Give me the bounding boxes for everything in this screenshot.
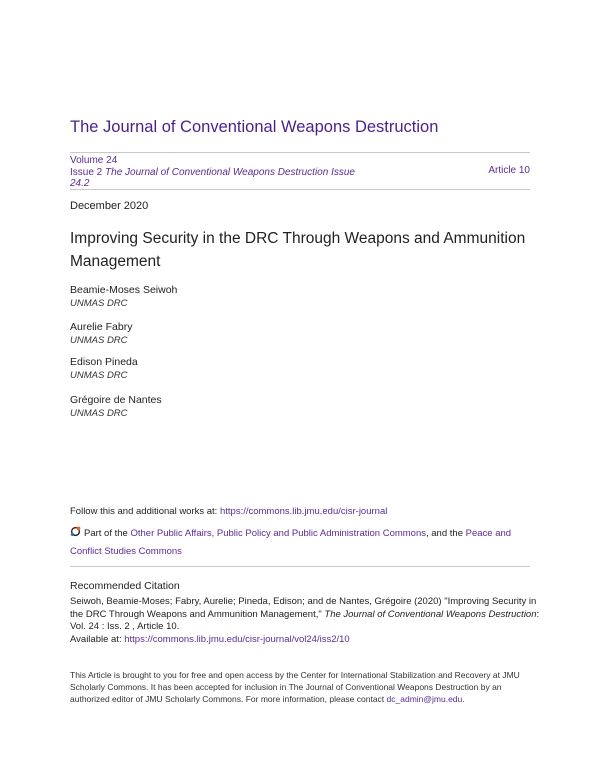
- author-affiliation: UNMAS DRC: [70, 335, 128, 346]
- follow-text: Follow this and additional works at:: [70, 506, 220, 517]
- issue-prefix: Issue 2: [70, 166, 103, 178]
- issue-title: The Journal of Conventional Weapons Destruction Issue 24.2: [70, 166, 355, 189]
- issue-link[interactable]: [70, 167, 370, 190]
- author-name: Grégoire de Nantes: [70, 394, 162, 406]
- discipline-link-peace-conflict[interactable]: Peace and Conflict Studies Commons: [70, 528, 512, 557]
- volume-link[interactable]: Volume 24: [70, 155, 118, 166]
- footer-text: This Article is brought to you for free and open access by the Center for International Stabilization and Recovery at JMU Scholarly Commons. It has been accepted for inclusion in The Journal of Conventional Weapons Destruction by an authorized editor of JMU Scholarly Commons. For more information, please contact: [70, 670, 520, 704]
- author-affiliation: UNMAS DRC: [70, 408, 128, 419]
- citation-volume: : Vol. 24 : Iss. 2 , Article 10.: [70, 608, 540, 632]
- commons-network-icon: [70, 526, 81, 537]
- header-divider-top: [70, 152, 530, 153]
- recommended-citation-heading: Recommended Citation: [70, 580, 180, 592]
- author-affiliation: UNMAS DRC: [70, 370, 128, 381]
- contact-email-link[interactable]: dc_admin@jmu.edu: [386, 694, 463, 704]
- paper-title: Improving Security in the DRC Through Weapons and Ammunition Management: [70, 230, 526, 270]
- follow-url-link[interactable]: https://commons.lib.jmu.edu/cisr-journal: [219, 506, 388, 517]
- follow-line: [70, 506, 387, 517]
- article-number[interactable]: Article 10: [488, 165, 530, 176]
- part-of-middle: , and the: [426, 528, 466, 539]
- author-name: Aurelie Fabry: [70, 321, 133, 333]
- citation-journal: The Journal of Conventional Weapons Destruction: [324, 608, 537, 620]
- discipline-link-public-affairs[interactable]: Other Public Affairs, Public Policy and Public Administration Commons: [130, 528, 426, 539]
- footer-end: .: [462, 694, 465, 704]
- part-of-line: [70, 525, 535, 561]
- available-label: Available at:: [70, 633, 125, 645]
- author-name: Edison Pineda: [70, 356, 138, 368]
- part-of-prefix: Part of the: [84, 528, 131, 539]
- citation-authors-title: Seiwoh, Beamie-Moses; Fabry, Aurelie; Pineda, Edison; and de Nantes, Grégoire (2020) "Improving Security in the DRC Through Weapons and Ammunition Management,": [70, 596, 537, 620]
- footer-notice: [70, 669, 540, 705]
- author-affiliation: UNMAS DRC: [70, 298, 128, 309]
- citation-text: [70, 596, 540, 646]
- header-divider-bottom: [70, 189, 530, 190]
- citation-divider: [70, 566, 530, 567]
- publication-date: December 2020: [70, 200, 149, 212]
- issue-block: [70, 155, 370, 190]
- journal-title[interactable]: The Journal of Conventional Weapons Destruction: [70, 118, 439, 136]
- article-url-link[interactable]: https://commons.lib.jmu.edu/cisr-journal/vol24/iss2/10: [124, 633, 350, 645]
- author-name: Beamie-Moses Seiwoh: [70, 284, 178, 296]
